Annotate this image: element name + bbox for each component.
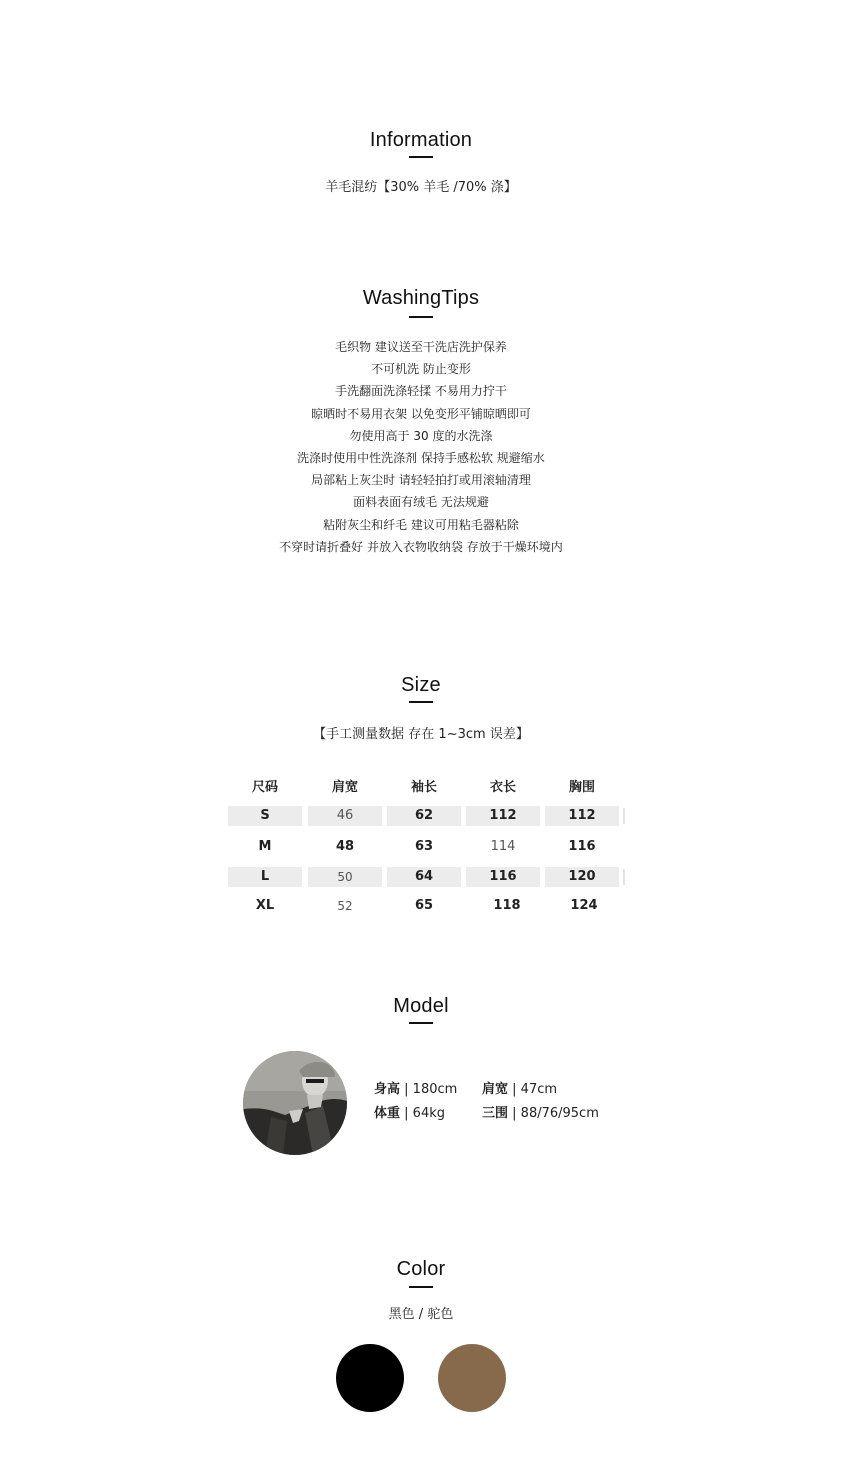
size-cell: 62	[387, 806, 461, 826]
washing-tip: 粘附灰尘和纤毛 建议可用粘毛器粘除	[323, 517, 519, 532]
size-measurement-note: 【手工测量数据 存在 1~3cm 误差】	[313, 727, 529, 742]
header-length: 衣长	[489, 780, 516, 795]
table-row	[226, 806, 626, 826]
size-title: Size	[401, 674, 441, 696]
header-size: 尺码	[251, 780, 278, 795]
model-avatar	[243, 1051, 347, 1155]
model-measurements-label: 三围	[482, 1106, 509, 1121]
size-table-header	[226, 778, 626, 798]
color-title: Color	[396, 1258, 446, 1280]
washing-tip: 不可机洗 防止变形	[371, 362, 471, 377]
size-cell: 124	[570, 898, 598, 913]
model-shoulder-label: 肩宽	[482, 1082, 509, 1097]
size-cell: L	[228, 867, 302, 887]
color-swatch-camel[interactable]	[438, 1344, 506, 1412]
size-cell: M	[258, 839, 272, 854]
size-cell: XL	[255, 898, 275, 913]
table-row	[226, 896, 626, 916]
size-cell: 120	[545, 867, 619, 887]
header-shoulder: 肩宽	[331, 780, 358, 795]
separator: |	[404, 1082, 413, 1097]
size-cell: S	[228, 806, 302, 826]
size-cell: 116	[466, 867, 540, 887]
washing-tip: 勿使用高于 30 度的水洗涤	[349, 428, 493, 443]
information-title-underline	[409, 156, 433, 158]
washing-tip: 局部粘上灰尘时 请轻轻拍打或用滚轴清理	[311, 473, 531, 488]
model-photo	[243, 1051, 347, 1155]
size-cell: 114	[490, 839, 516, 854]
model-measurements	[482, 1102, 599, 1121]
model-height-label: 身高	[374, 1082, 401, 1097]
washing-tips-title: WashingTips	[362, 287, 480, 309]
washing-tip: 毛织物 建议送至干洗店洗护保养	[335, 340, 507, 354]
model-shoulder-value: 47cm	[520, 1082, 558, 1097]
model-measurements-value: 88/76/95cm	[520, 1106, 599, 1121]
washing-tip: 洗涤时使用中性洗涤剂 保持手感松软 规避缩水	[297, 451, 545, 466]
model-height-value: 180cm	[412, 1082, 458, 1097]
model-weight-label: 体重	[374, 1106, 401, 1121]
row-shade-edge	[623, 869, 625, 885]
model-title-underline	[409, 1022, 433, 1024]
size-cell: 48	[335, 839, 355, 854]
separator: |	[404, 1106, 413, 1121]
washing-tip: 晾晒时不易用衣架 以免变形平铺晾晒即可	[311, 406, 531, 421]
model-title: Model	[393, 995, 449, 1017]
washing-tips-title-underline	[409, 316, 433, 318]
size-cell: 50	[308, 867, 382, 887]
washing-tips-list	[0, 336, 842, 558]
model-shoulder	[482, 1078, 557, 1097]
color-names: 黑色 / 驼色	[388, 1307, 454, 1322]
model-weight-value: 64kg	[412, 1106, 445, 1121]
size-cell: 112	[545, 806, 619, 826]
color-title-underline	[409, 1286, 433, 1288]
size-cell: 52	[337, 899, 353, 913]
model-height	[374, 1078, 457, 1097]
row-shade-edge	[623, 808, 625, 824]
size-cell: 63	[414, 839, 434, 854]
size-cell: 112	[466, 806, 540, 826]
washing-tip: 手洗翻面洗涤轻揉 不易用力拧干	[335, 384, 507, 399]
header-sleeve: 袖长	[410, 780, 437, 795]
size-cell: 64	[387, 867, 461, 887]
material-composition: 羊毛混纺【30% 羊毛 /70% 涤】	[325, 180, 517, 195]
information-title: Information	[369, 129, 473, 151]
separator: |	[512, 1082, 521, 1097]
size-title-underline	[409, 701, 433, 703]
table-row	[226, 837, 626, 857]
size-cell: 46	[308, 806, 382, 826]
separator: |	[512, 1106, 521, 1121]
size-cell: 65	[414, 898, 434, 913]
model-weight	[374, 1102, 445, 1121]
size-cell: 116	[568, 839, 596, 854]
size-cell: 118	[493, 898, 521, 913]
table-row	[226, 867, 626, 887]
washing-tip: 不穿时请折叠好 并放入衣物收纳袋 存放于干燥环境内	[279, 539, 563, 554]
header-chest: 胸围	[568, 780, 595, 795]
washing-tip: 面料表面有绒毛 无法规避	[353, 495, 489, 510]
color-swatch-black[interactable]	[336, 1344, 404, 1412]
